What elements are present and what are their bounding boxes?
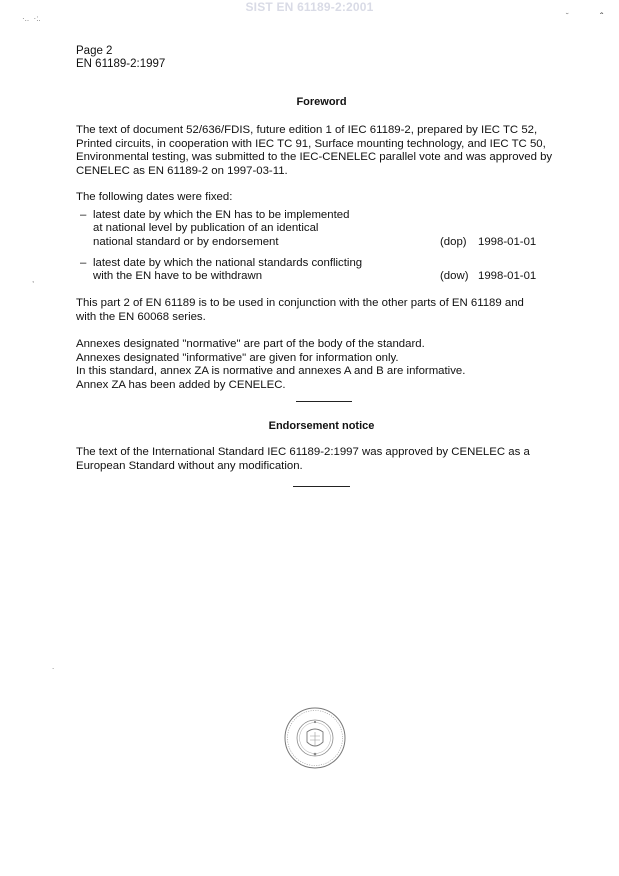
text-line: CENELEC as EN 61189-2 on 1997-03-11. (76, 164, 288, 177)
foreword-title: Foreword (296, 96, 347, 108)
foreword-intro (76, 124, 567, 178)
annex-paragraph (76, 338, 567, 392)
list-dash: – (80, 209, 87, 221)
text-line: The text of the International Standard IEC 61189-2:1997 was approved by CENELEC as a (76, 446, 530, 458)
text-line: In this standard, annex ZA is normative and annexes A and B are informative. (76, 365, 466, 377)
text-line: Annexes designated "informative" are given for information only. (76, 351, 399, 364)
endorsement-paragraph (76, 446, 567, 473)
date-item-text: at national level by publication of an identical (93, 222, 319, 234)
endorsement-title: Endorsement notice (268, 420, 375, 432)
text-line: European Standard without any modification. (76, 459, 303, 472)
date-item-text: latest date by which the EN has to be implemented (93, 209, 350, 221)
scan-speck: . (52, 662, 55, 671)
date-item-text: national standard or by endorsement (93, 236, 279, 248)
date-value-dow: 1998-01-01 (478, 270, 537, 282)
official-seal-icon (283, 706, 347, 770)
section-divider (293, 486, 350, 487)
text-line: Printed circuits, in cooperation with IEC TC 91, Surface mounting technology, and IEC TC 50, (76, 137, 546, 150)
text-line: Annex ZA has been added by CENELEC. (76, 378, 286, 391)
date-code-dow: (dow) (440, 270, 469, 282)
date-item-text: latest date by which the national standards conflicting (93, 257, 363, 269)
scan-speck: ˆ (600, 12, 604, 23)
document-id: EN 61189-2:1997 (76, 58, 166, 70)
text-line: Annexes designated "normative" are part of the body of the standard. (76, 338, 425, 350)
usage-paragraph (76, 297, 567, 324)
scan-speck: , (32, 275, 35, 284)
dates-intro: The following dates were fixed: (76, 191, 233, 203)
date-item-text: with the EN have to be withdrawn (93, 270, 263, 282)
text-line: with the EN 60068 series. (76, 310, 206, 323)
text-line: The text of document 52/636/FDIS, future edition 1 of IEC 61189-2, prepared by IEC TC 52, (76, 124, 538, 136)
date-code-dop: (dop) (440, 236, 467, 248)
watermark: SIST EN 61189-2:2001 (245, 0, 374, 14)
text-line: This part 2 of EN 61189 is to be used in conjunction with the other parts of EN 61189 and (76, 297, 524, 309)
list-dash: – (80, 257, 87, 269)
scan-speck: ·.. ·:. (22, 14, 41, 23)
date-value-dop: 1998-01-01 (478, 236, 537, 248)
scan-speck: ˘ (566, 12, 569, 21)
section-divider (296, 401, 352, 402)
page-number: Page 2 (76, 45, 113, 57)
text-line: Environmental testing, was submitted to the IEC-CENELEC parallel vote and was approved by (76, 151, 553, 163)
